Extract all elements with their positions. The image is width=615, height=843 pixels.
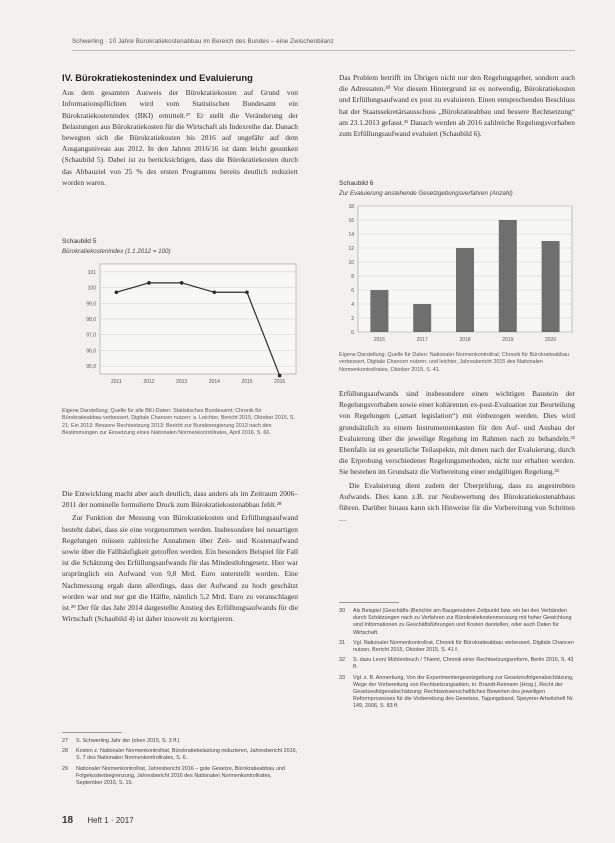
footnote-item xyxy=(339,657,575,671)
right-column-top xyxy=(339,72,575,139)
chart1-data-point xyxy=(180,281,184,285)
footnote-number: 31 xyxy=(339,639,345,646)
left-column-bottom xyxy=(62,488,298,624)
chart1-y-tick-label: 99,0 xyxy=(86,301,96,308)
chart2-source: Eigene Darstellung; Quelle für Daten: Nationaler Normenkontrollrat; Chronik für Bürokratieabbau verbessert, Digitale Chancen nutzen: und leichter, Jahresbericht 2015 des Nationalen Normenkontrollrates, Oktober 2015, S. 41. xyxy=(339,352,570,373)
chart1-x-tick-label: 2013 xyxy=(176,379,188,385)
chart1-source: Eigene Darstellung; Quelle für alle BKI-Daten: Statistisches Bundesamt; Chronik für Bürokratieabbau verbessert, Digitale Chancen nutzen: a. Leichter, Bericht 2015, Oktober 2015, S. 21; Ein 2013: Bessere Rechtsetzung 2013: Bericht zur Bundesregierung 2013 nach den Bestimmungen zur Einsetzung eines Nationalen Normenkontrollrates, April 2016, S. 66. xyxy=(62,408,295,437)
footnote-item xyxy=(62,738,298,745)
footnote-number: 29 xyxy=(62,765,68,772)
chart2-bar xyxy=(413,304,431,332)
right-paragraph-1: Das Problem betrifft im Übrigen nicht nur den Regelungsgeber, sondern auch die Adressaten.³⁰ Vor diesem Hintergrund ist es notwendig, Bürokratiekosten und Erfüllungsaufwand ex post zu evaluieren. Einen entsprechenden Beschluss hat der Staatssekretärsausschuss „Bürokratieabbau und bessere Rechtsetzung“ am 23.1.2013 gefasst.³¹ Danach werden ab 2016 zahlreiche Regelungsvorhaben zum Erfüllungsaufwand evaluiert (Schaubild 6). xyxy=(339,73,575,139)
footnote-number: 27 xyxy=(62,738,68,744)
footnote-item xyxy=(62,748,298,762)
chart1-y-tick-label: 100 xyxy=(87,285,96,292)
footnote-number: 30 xyxy=(339,608,345,614)
chart1-title: Schaubild 5 xyxy=(62,238,97,245)
chart2-y-tick-label: 14 xyxy=(348,232,354,238)
left-paragraph-3: Zur Funktion der Messung von Bürokratiekosten und Erfüllungsaufwand besteht dabei, dass sie eine vorgenommen werden. Insbesondere bei neuartigen Regelungen müssen zahlreiche Annahmen über Zeit- und Kostenaufwand sowie über die Fallhäufigkeit getroffen werden. Ein besonders Beispiel für Fall ist die Schätzung des Erfüllungsaufwands für das Mindestlohngesetz. Hier war ursprünglich ein Aufwand von 9,8 Mrd. Euro unterstellt worden. Eine Nachmessung ergab dann allerdings, dass der Aufwand zu hoch geschätzt worden war und nur gut die Hälfte, nämlich 5,2 Mrd. Euro zu veranschlagen ist.²⁹ Der für das Jahr 2014 dargestellte Anstieg des Erfüllungsaufwands für die Wirtschaft (Schaubild 4) ist daher insoweit zu korrigieren. xyxy=(62,513,298,624)
footnote-text: S. Schwerling Jahr der (oben 2015, S. 3 ff.). xyxy=(76,738,181,744)
chart2-bar xyxy=(499,220,517,332)
footnote-text: Kosten z. Nationaler Normenkontrollrat, Bürokratiebelastung reduzieren, Jahresbericht 2016, S. 7 des Nationalen Normenkontrollrates, S. 6. xyxy=(76,748,298,762)
page-footer xyxy=(62,815,134,826)
footnote-number: 32 xyxy=(339,657,345,664)
running-header: Schwerling · 10 Jahre Bürokratiekostenabbau im Bereich des Bundes – eine Zwischenbilanz xyxy=(72,38,334,45)
chart1-data-point xyxy=(245,290,249,294)
chart2-evaluation-bar-chart xyxy=(336,200,580,346)
left-paragraph-1: Aus dem gesamten Ausweis der Bürokratiekosten auf Grund von Informationspflichten wird vom Statistischen Bundesamt ein Bürokratiekostenindex (BKI) ermittelt.²⁷ Er stellt die Veränderung der Belastungen aus Bürokratiekosten für die Wirtschaft als Indexreihe dar. Danach bewegten sich die Bürokratiekosten bis 2016 auf ungefähr auf dem Ausgangsniveau aus 2012. In den Jahren 2016/16 ist dann leicht gesunken (Schaubild 5). Dabei ist zu berücksichtigen, dass die Bürokratiekosten durch das Abbauziel von 25 % des ersten Programms bereits deutlich reduziert worden waren. xyxy=(62,88,298,187)
chart1-y-tick-label: 96,0 xyxy=(86,348,96,355)
footnote-rule-left xyxy=(62,732,122,733)
chart2-subtitle: Zur Evaluierung anstehende Gesetzgebungsverfahren (Anzahl) xyxy=(339,190,513,197)
chart1-x-tick-label: 2012 xyxy=(143,379,155,385)
chart2-x-tick-label: 2020 xyxy=(545,337,557,343)
left-paragraph-2: Die Entwicklung macht aber auch deutlich, dass anders als im Zeitraum 2006–2011 der nominelle formulierte Druck zum Bürokratiekostenabbau fehlt.²⁸ xyxy=(62,489,298,510)
chart2-y-tick-label: 2 xyxy=(351,316,354,322)
page-number: 18 xyxy=(62,815,74,826)
chart1-y-tick-label: 95,0 xyxy=(86,364,96,371)
chart1-x-tick-label: 2016 xyxy=(274,379,286,385)
chart2-bar xyxy=(542,241,560,332)
right-paragraph-3: Die Evaluierung dient zudem der Überprüfung, dass zu angestrebten Aufwands. Dies kann z.B. zur Neubewertung des Bürokratiekostenabbaus führen. Darüber hinaus kann sich Hinweise für die Vorbereitung von Schritten … xyxy=(339,480,575,524)
chart2-y-tick-label: 16 xyxy=(348,218,354,224)
chart2-y-tick-label: 8 xyxy=(351,274,354,280)
chart2-y-tick-label: 18 xyxy=(348,204,354,210)
chart2-y-tick-label: 12 xyxy=(348,246,354,252)
chart2-y-tick-label: 6 xyxy=(351,288,354,294)
chart1-x-tick-label: 2011 xyxy=(110,379,122,385)
chart2-y-tick-label: 10 xyxy=(348,260,354,266)
chart2-x-tick-label: 2019 xyxy=(502,337,514,343)
footnote-item xyxy=(339,608,575,637)
footnote-item xyxy=(339,675,575,711)
left-column-top xyxy=(62,72,298,188)
chart1-data-point xyxy=(147,281,151,285)
footnote-rule-right xyxy=(339,602,399,603)
footnotes-right xyxy=(339,608,575,711)
chart1-x-tick-label: 2015 xyxy=(241,379,253,385)
footnote-item xyxy=(339,640,575,654)
chart2-y-tick-label: 0 xyxy=(351,330,354,336)
chart1-bki-line-chart xyxy=(60,258,304,388)
right-column-middle xyxy=(339,388,575,524)
right-paragraph-2: Erfüllungsaufwands sind insbesondere einen wichtigen Baustein der Regelungsvorhaben sowie einer kohärenten ex-post-Evaluation zur Beurteilung von Regelungen („smart legislation“) mit einbezogen werden. Dies wird grundsätzlich zu einem Instrumentenkasten für den Auf- und Ausbau der Evaluierung über die jeweilige Regelung im Rahmen nach zu behandeln.³² Ebenfalls ist es gesetzliche Teilaspekte, mit denen nach der Evaluierung, durch die Erprobung verschiedener Regelungsmethoden, nicht nur erhalten werden. Sie bestehen im Grundsatz die Vorbereitung einer endgültigen Regelung.³³ xyxy=(339,389,575,477)
chart1-data-point xyxy=(115,290,119,294)
chart2-x-tick-label: 2016 xyxy=(373,337,385,343)
footnote-number: 33 xyxy=(339,674,345,681)
footnote-item xyxy=(62,766,298,788)
chart1-subtitle: Bürokratiekostenindex (1.1.2012 = 100) xyxy=(62,248,171,255)
chart1-y-tick-label: 98,0 xyxy=(86,317,96,323)
chart2-bar xyxy=(456,248,474,332)
chart2-x-tick-label: 2017 xyxy=(416,337,428,343)
journal-issue: Heft 1 · 2017 xyxy=(87,816,134,825)
footnote-text: Als Beispiel (Geschäfts-)Berichte am Baugenutzten Zeitpunkt bzw. ein bei den Verbänden durch Schätzungen nach zu Verfahren zur Bürokratiekostenmessung mit hoher Gewichtung sind Informationen zu Geschäftsführungen und Kosten darstellen, oder auch Daten für Wirtschaft. xyxy=(353,608,572,636)
chart1-y-tick-label: 101 xyxy=(87,269,96,276)
footnote-text: S. dazu Leon/ Mühlenbruch / Thiemt, Chronik einer Rechtsetzungsreform, Berlin 2016, S. 43 ff. xyxy=(353,657,574,671)
chart2-bar xyxy=(370,290,388,332)
section-title: IV. Bürokratiekostenindex und Evaluierung xyxy=(62,72,253,83)
header-rule xyxy=(72,50,575,51)
chart2-y-tick-label: 4 xyxy=(351,302,354,308)
chart1-x-tick-label: 2014 xyxy=(208,379,220,385)
chart1-data-point xyxy=(278,374,282,378)
footnotes-left xyxy=(62,738,298,787)
footnote-text: Vgl. Nationaler Normenkontrollrat, Chronik für Bürokratieabbau verbessert, Digitale Chancen nutzen, Bericht 2015, Oktober 2015, S. 41 f. xyxy=(353,639,574,654)
chart2-title: Schaubild 6 xyxy=(339,180,374,187)
footnote-text: Nationaler Normenkontrollrat, Jahresbericht 2016 – gute Gesetze, Bürokratieabbau und Folgekostenbegrenzung, Jahresbericht 2016 des Nationalen Normenkontrollrates, September 2016, S. 15. xyxy=(76,765,285,787)
footnote-text: Vgl. z. B. Anmerkung, Von der Experimentiergesetzgebung zur Gesetzesfolgenabschätzung, Wege der Vorbereitung von Rechtsetzungsakten, in: Brandt-Reimann (Hrsg.), Recht der Gesetzesfolgenabschätzung; Rechtswissenschaftliches Bewerten des jeweiligen Reformprozesses für die Vorbereitung des Gesetzes, Tagungsband, Speyerer Arbeitsheft Nr. 149, 2006, S. 83 ff. xyxy=(353,674,574,710)
footnote-number: 28 xyxy=(62,748,68,755)
chart1-y-tick-label: 97,0 xyxy=(86,332,96,339)
chart1-data-point xyxy=(213,290,217,294)
chart2-x-tick-label: 2018 xyxy=(459,337,471,343)
